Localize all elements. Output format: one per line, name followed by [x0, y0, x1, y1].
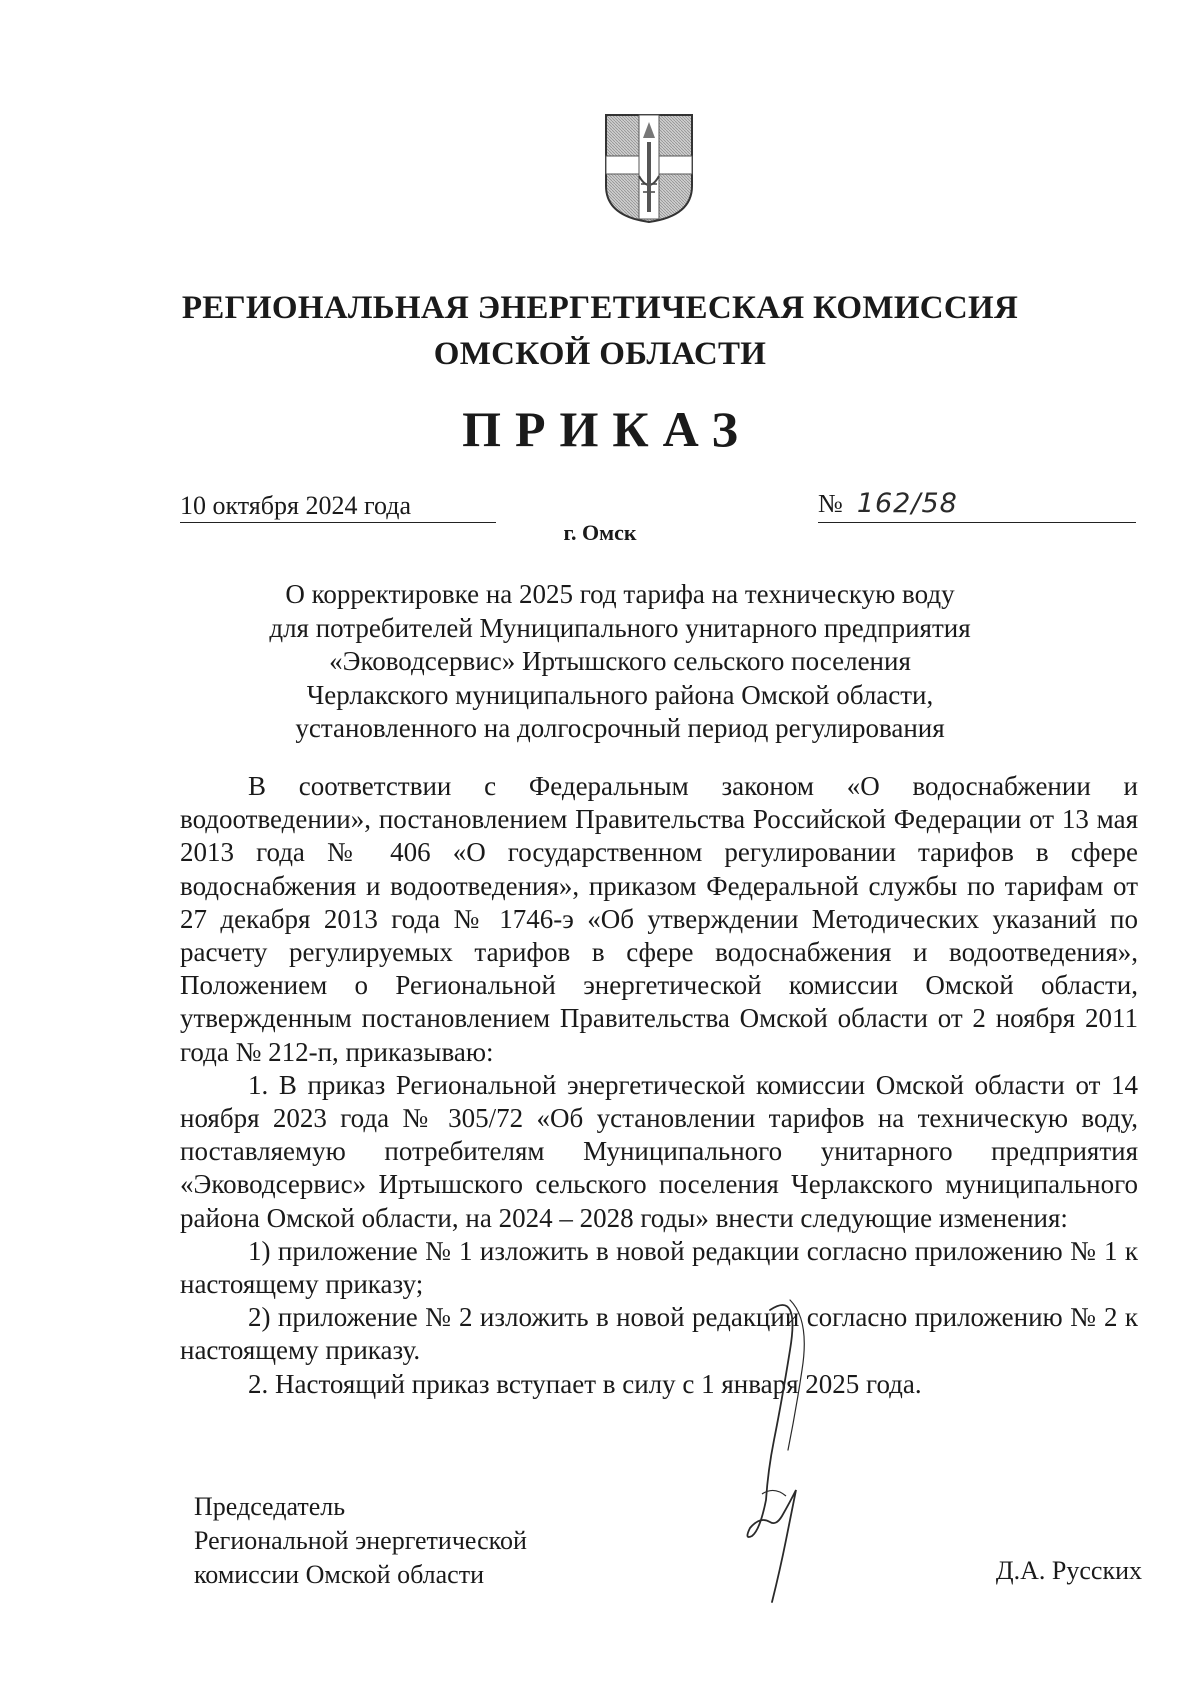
document-type-title: ПРИКАЗ: [462, 401, 752, 457]
document-city: г. Омск: [563, 520, 637, 545]
subject-line: О корректировке на 2025 год тарифа на техническую воду: [285, 579, 955, 609]
body-paragraph-subitem-1: 1) приложение № 1 изложить в новой редакции согласно приложению № 1 к настоящему приказу;: [180, 1235, 1138, 1300]
handwritten-signature: [730, 1290, 870, 1610]
subject-line: «Эководсервис» Иртышского сельского поселения: [329, 646, 911, 676]
organization-name-line2: ОМСКОЙ ОБЛАСТИ: [433, 336, 767, 372]
subject-line: для потребителей Муниципального унитарного предприятия: [269, 612, 971, 643]
handwritten-number: 162/58: [856, 488, 958, 519]
signatory-position-line: Региональной энергетической: [194, 1526, 527, 1555]
document-number: [818, 486, 1136, 523]
signatory-name: Д.А. Русских: [995, 1556, 1142, 1585]
subject-line: Черлакского муниципального района Омской области,: [306, 679, 934, 710]
subject-line: установленного на долгосрочный период регулирования: [295, 713, 945, 743]
body-paragraph-item-1: 1. В приказ Региональной энергетической комиссии Омской области от 14 ноября 2023 года № 305/72 «Об установлении тарифов на техническую воду, поставляемую потребителям Муниципального унитарного предприятия «Эководсервис» Иртышского сельского поселения Черлакского муниципального района Омской области, на 2024 – 2028 годы» внести следующие изменения:: [180, 1069, 1138, 1233]
number-prefix: №: [818, 489, 843, 518]
coat-of-arms-emblem: [603, 112, 695, 224]
signatory-position: [194, 1490, 527, 1592]
signatory-position-line: комиссии Омской области: [194, 1560, 484, 1589]
document-date: 10 октября 2024 года: [180, 490, 496, 523]
body-paragraph-item-2: 2. Настоящий приказ вступает в силу с 1 января 2025 года.: [248, 1368, 922, 1399]
organization-name-line1: РЕГИОНАЛЬНАЯ ЭНЕРГЕТИЧЕСКАЯ КОМИССИЯ: [181, 290, 1019, 326]
signatory-position-line: Председатель: [194, 1492, 346, 1521]
document-body: [180, 770, 1138, 1401]
body-paragraph-preamble: В соответствии с Федеральным законом «О водоснабжении и водоотведении», постановлением Правительства Российской Федерации от 13 мая 2013 года № 406 «О государственном регулировании тарифов в сфере водоснабжения и водоотведения», приказом Федеральной службы по тарифам от 27 декабря 2013 года № 1746-э «Об утверждении Методических указаний по расчету регулируемых тарифов в сфере водоснабжения и водоотведения», Положением о Региональной энергетической комиссии Омской области, утвержденным постановлением Правительства Омской области от 2 ноября 2011 года № 212-п, приказываю:: [180, 771, 1138, 1067]
document-subject: [180, 578, 1060, 746]
body-paragraph-subitem-2: 2) приложение № 2 изложить в новой редакции согласно приложению № 2 к настоящему приказу.: [180, 1302, 1138, 1366]
